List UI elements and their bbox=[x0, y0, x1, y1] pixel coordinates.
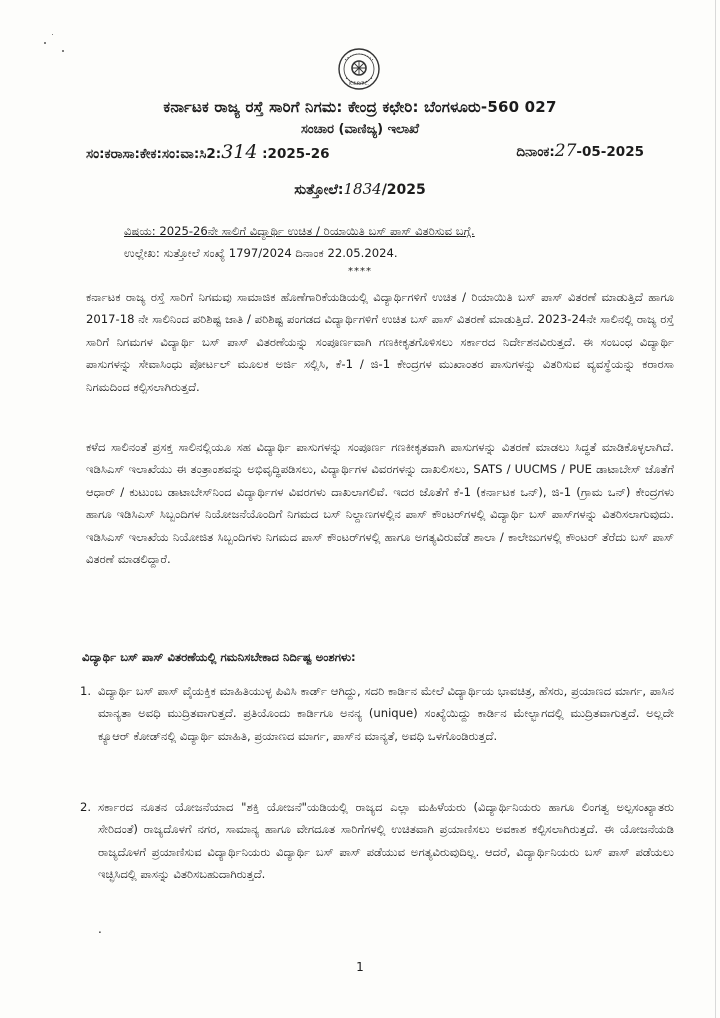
page-edge bbox=[715, 0, 716, 1018]
reference-date bbox=[516, 141, 644, 161]
circular-handwritten-number: 1834 bbox=[343, 180, 382, 198]
circular-number bbox=[0, 180, 720, 198]
subject-block bbox=[124, 220, 670, 264]
scan-speck bbox=[62, 50, 64, 52]
reference-suffix: :2025-26 bbox=[257, 146, 330, 162]
page-number: 1 bbox=[356, 960, 364, 974]
separator: **** bbox=[348, 266, 372, 277]
circular-year: /2025 bbox=[381, 182, 426, 198]
list-item-number: 1. bbox=[80, 684, 92, 698]
organization-heading: ಕರ್ನಾಟಕ ರಾಜ್ಯ ರಸ್ತೆ ಸಾರಿಗೆ ನಿಗಮ: ಕೇಂದ್ರ ಕಛೇರಿ: ಬೆಂಗಳೂರು-560 027 bbox=[163, 98, 557, 116]
subject-line: ವಿಷಯ: 2025-26ನೇ ಸಾಲಿಗೆ ವಿದ್ಯಾರ್ಥಿ ಉಚಿತ / ರಿಯಾಯಿತಿ ಬಸ್ ಪಾಸ್ ವಿತರಿಸುವ ಬಗ್ಗೆ. bbox=[124, 224, 475, 238]
list-item bbox=[80, 796, 674, 886]
list-item-text: ಸರ್ಕಾರದ ನೂತನ ಯೋಜನೆಯಾದ "ಶಕ್ತಿ ಯೋಜನೆ"ಯಡಿಯಲ್ಲಿ ರಾಜ್ಯದ ಎಲ್ಲಾ ಮಹಿಳೆಯರು (ವಿದ್ಯಾರ್ಥಿನಿಯರು ಹಾಗೂ ಲಿಂಗತ್ವ ಅಲ್ಪಸಂಖ್ಯಾತರು ಸೇರಿದಂತೆ) ರಾಜ್ಯದೊಳಗೆ ನಗರ, ಸಾಮಾನ್ಯ ಹಾಗೂ ವೇಗದೂತ ಸಾರಿಗೆಗಳಲ್ಲಿ ಉಚಿತವಾಗಿ ಪ್ರಯಾಣಿಸಲು ಅವಕಾಶ ಕಲ್ಪಿಸಲಾಗಿರುತ್ತದೆ. ಈ ಯೋಜನೆಯಡಿ ರಾಜ್ಯದೊಳಗೆ ಪ್ರಯಾಣಿಸುವ ವಿದ್ಯಾರ್ಥಿನಿಯರು ವಿದ್ಯಾರ್ಥಿ ಬಸ್ ಪಾಸ್ ಪಡೆಯುವ ಅಗತ್ಯವಿರುವುದಿಲ್ಲ. ಆದರೆ, ವಿದ್ಯಾರ್ಥಿನಿಯರು ಬಸ್ ಪಾಸ್ ಪಡೆಯಲು ಇಚ್ಛಿಸಿದಲ್ಲಿ ಪಾಸನ್ನು ವಿತರಿಸಬಹುದಾಗಿರುತ್ತದೆ. bbox=[98, 800, 674, 882]
scan-speck bbox=[52, 34, 53, 35]
reference-row bbox=[86, 141, 644, 163]
list-item bbox=[80, 680, 674, 747]
reference-line: ಉಲ್ಲೇಖ: ಸುತ್ತೋಲೆ ಸಂಖ್ಯೆ 1797/2024 ದಿನಾಂಕ 22.05.2024. bbox=[124, 246, 398, 260]
date-handwritten-day: 27 bbox=[554, 141, 577, 161]
body-paragraph-1: ಕರ್ನಾಟಕ ರಾಜ್ಯ ರಸ್ತೆ ಸಾರಿಗೆ ನಿಗಮವು ಸಾಮಾಜಿಕ ಹೊಣೆಗಾರಿಕೆಯಡಿಯಲ್ಲಿ ವಿದ್ಯಾರ್ಥಿಗಳಿಗೆ ಉಚಿತ / ರಿಯಾಯಿತಿ ಬಸ್ ಪಾಸ್ ವಿತರಣೆ ಮಾಡುತ್ತಿದೆ ಹಾಗೂ 2017-18 ನೇ ಸಾಲಿನಿಂದ ಪರಿಶಿಷ್ಟ ಜಾತಿ / ಪರಿಶಿಷ್ಟ ಪಂಗಡದ ವಿದ್ಯಾರ್ಥಿಗಳಿಗೆ ಉಚಿತ ಬಸ್ ಪಾಸ್ ವಿತರಣೆ ಮಾಡುತ್ತಿದೆ. 2023-24ನೇ ಸಾಲಿನಲ್ಲಿ ರಾಜ್ಯ ರಸ್ತೆ ಸಾರಿಗೆ ನಿಗಮಗಳ ವಿದ್ಯಾರ್ಥಿ ಬಸ್ ಪಾಸ್ ವಿತರಣೆಯನ್ನು ಸಂಪೂರ್ಣವಾಗಿ ಗಣಕೀಕೃತಗೊಳಿಸಲು ಸರ್ಕಾರದ ನಿರ್ದೇಶನವಿರುತ್ತದೆ. ಈ ಸಂಬಂಧ ವಿದ್ಯಾರ್ಥಿ ಪಾಸುಗಳನ್ನು ಸೇವಾಸಿಂಧು ಪೋರ್ಟಲ್ ಮೂಲಕ ಅರ್ಜಿ ಸಲ್ಲಿಸಿ, ಕೆ-1 / ಜಿ-1 ಕೇಂದ್ರಗಳ ಮುಖಾಂತರ ಪಾಸುಗಳನ್ನು ವಿತರಿಸುವ ವ್ಯವಸ್ಥೆಯನ್ನು ಕರಾರಸಾ ನಿಗಮದಿಂದ ಕಲ್ಪಿಸಲಾಗಿರುತ್ತದೆ. bbox=[86, 290, 674, 394]
circular-label: ಸುತ್ತೋಲೆ: bbox=[294, 182, 344, 198]
date-label: ದಿನಾಂಕ: bbox=[516, 144, 555, 160]
ksrtc-emblem-icon bbox=[336, 46, 382, 92]
emblem-text: K.S.R.T.C. bbox=[349, 81, 369, 86]
list-item-text: ವಿದ್ಯಾರ್ಥಿ ಬಸ್ ಪಾಸ್ ವೈಯಕ್ತಿಕ ಮಾಹಿತಿಯುಳ್ಳ ಪಿವಿಸಿ ಕಾರ್ಡ್ ಆಗಿದ್ದು, ಸದರಿ ಕಾರ್ಡಿನ ಮೇಲೆ ವಿದ್ಯಾರ್ಥಿಯ ಭಾವಚಿತ್ರ, ಹೆಸರು, ಪ್ರಯಾಣದ ಮಾರ್ಗ, ಪಾಸಿನ ಮಾನ್ಯತಾ ಅವಧಿ ಮುದ್ರಿತವಾಗುತ್ತದೆ. ಪ್ರತಿಯೊಂದು ಕಾರ್ಡಿಗೂ ಅನನ್ಯ (unique) ಸಂಖ್ಯೆಯಿದ್ದು ಕಾರ್ಡಿನ ಮೇಲ್ಭಾಗದಲ್ಲಿ ಮುದ್ರಿತವಾಗುತ್ತದೆ. ಅಲ್ಲದೇ ಕ್ಯೂಆರ್ ಕೋಡ್‌ನಲ್ಲಿ ವಿದ್ಯಾರ್ಥಿ ಮಾಹಿತಿ, ಪ್ರಯಾಣದ ಮಾರ್ಗ, ಪಾಸ್‌ನ ಮಾನ್ಯತೆ, ಅವಧಿ ಒಳಗೊಂಡಿರುತ್ತದೆ. bbox=[98, 684, 674, 743]
reference-prefix: ಸಂ:ಕರಾಸಾ:ಕೇಕ:ಸಂ:ವಾ:ಸಿ2: bbox=[86, 146, 222, 162]
date-rest: -05-2025 bbox=[576, 144, 644, 160]
reference-handwritten-number: 314 bbox=[221, 141, 258, 163]
points-heading: ವಿದ್ಯಾರ್ಥಿ ಬಸ್ ಪಾಸ್ ವಿತರಣೆಯಲ್ಲಿ ಗಮನಿಸಬೇಕಾದ ನಿರ್ದಿಷ್ಟ ಅಂಶಗಳು: bbox=[82, 650, 356, 664]
department-heading: ಸಂಚಾರ (ವಾಣಿಜ್ಯ) ಇಲಾಖೆ bbox=[300, 122, 420, 137]
reference-number bbox=[86, 141, 330, 163]
bullet-mark: . bbox=[98, 922, 102, 936]
list-item-number: 2. bbox=[80, 800, 92, 814]
scan-speck bbox=[44, 42, 46, 44]
body-paragraph-2: ಕಳೆದ ಸಾಲಿನಂತೆ ಪ್ರಸಕ್ತ ಸಾಲಿನಲ್ಲಿಯೂ ಸಹ ವಿದ್ಯಾರ್ಥಿ ಪಾಸುಗಳನ್ನು ಸಂಪೂರ್ಣ ಗಣಕೀಕೃತವಾಗಿ ಪಾಸುಗಳನ್ನು ವಿತರಣೆ ಮಾಡಲು ಸಿದ್ಧತೆ ಮಾಡಿಕೊಳ್ಳಲಾಗಿದೆ. ಇಡಿಸಿಎಸ್ ಇಲಾಖೆಯು ಈ ತಂತ್ರಾಂಶವನ್ನು ಅಭಿವೃದ್ಧಿಪಡಿಸಲು, ವಿದ್ಯಾರ್ಥಿಗಳ ವಿವರಗಳನ್ನು ದಾಖಲಿಸಲು, SATS / UUCMS / PUE ಡಾಟಾಬೇಸ್ ಜೊತೆಗೆ ಆಧಾರ್ / ಕುಟುಂಬ ಡಾಟಾಬೇಸ್‌ನಿಂದ ವಿದ್ಯಾರ್ಥಿಗಳ ವಿವರಗಳು ದಾಖಲಾಗಲಿವೆ. ಇದರ ಜೊತೆಗೆ ಕೆ-1 (ಕರ್ನಾಟಕ ಒನ್), ಜಿ-1 (ಗ್ರಾಮ ಒನ್) ಕೇಂದ್ರಗಳು ಹಾಗೂ ಇಡಿಸಿಎಸ್ ಸಿಬ್ಬಂದಿಗಳ ನಿಯೋಜನೆಯೊಂದಿಗೆ ನಿಗಮದ ಬಸ್ ನಿಲ್ದಾಣಗಳಲ್ಲಿನ ಪಾಸ್ ಕೌಂಟರ್‌ಗಳಲ್ಲಿ ವಿದ್ಯಾರ್ಥಿ ಬಸ್ ಪಾಸ್‌ಗಳನ್ನು ವಿತರಿಸಲಾಗುವುದು. ಇಡಿಸಿಎಸ್ ಇಲಾಖೆಯ ನಿಯೋಜಿತ ಸಿಬ್ಬಂದಿಗಳು ನಿಗಮದ ಪಾಸ್ ಕೌಂಟರ್‌ಗಳಲ್ಲಿ ಹಾಗೂ ಅಗತ್ಯವಿರುವೆಡೆ ಶಾಲಾ / ಕಾಲೇಜುಗಳಲ್ಲಿ ಕೌಂಟರ್ ತೆರೆದು ಬಸ್ ಪಾಸ್ ವಿತರಣೆ ಮಾಡಲಿದ್ದಾರೆ. bbox=[86, 440, 674, 567]
